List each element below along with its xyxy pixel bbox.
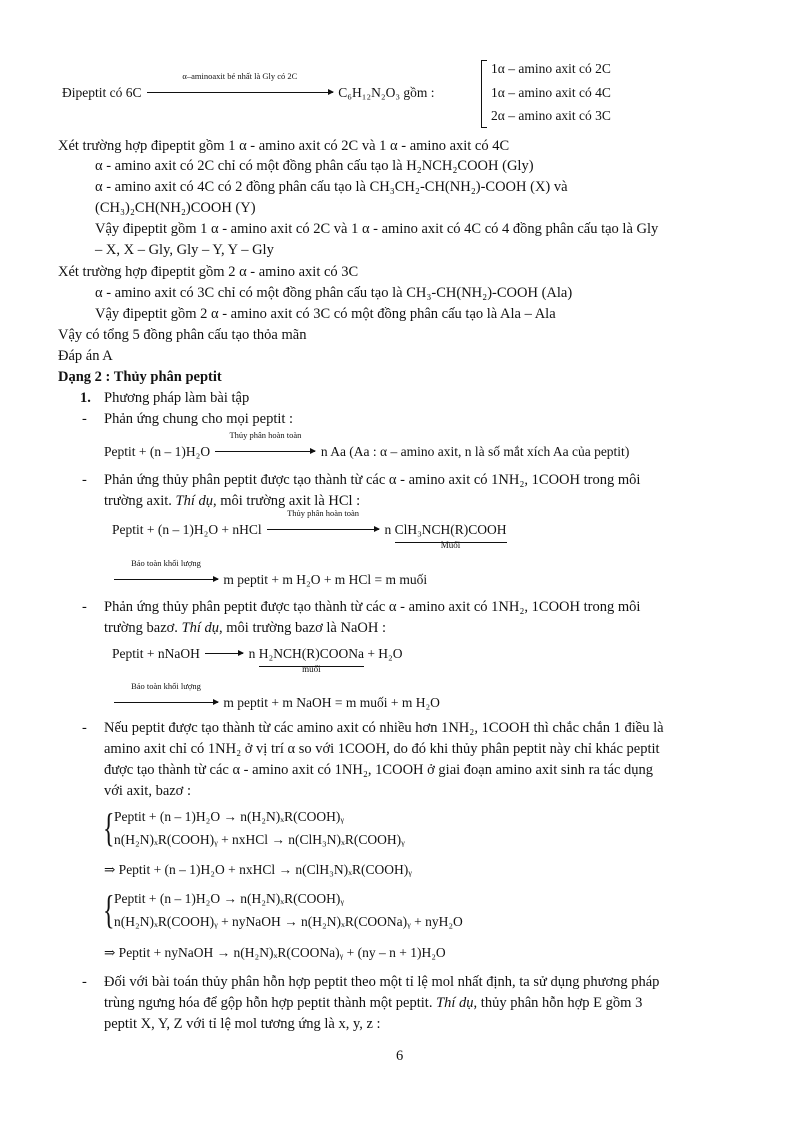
equation-line: Peptit + (n – 1)H₂O → n(H₂N)ₓR(COOH)ᵧ bbox=[114, 809, 345, 824]
text-line: peptit X, Y, Z với tỉ lệ mol tương ứng là x, y, z : bbox=[104, 1016, 381, 1032]
eq-left: Peptit + (n – 1)H₂O bbox=[104, 444, 211, 459]
text-part: trường axit. bbox=[104, 493, 176, 509]
section-heading-text: Dạng 2 : Thủy phân peptit bbox=[58, 369, 222, 385]
eq-right: C₆H₁₂N₂O₃ gồm : bbox=[338, 85, 435, 100]
square-bracket bbox=[481, 60, 487, 128]
bullet-dash: - bbox=[82, 599, 87, 615]
salt-formula: H₂NCH(R)COONa bbox=[258, 646, 364, 661]
equation-acid bbox=[112, 508, 507, 550]
eq-right: m peptit + m NaOH = m muối + m H₂O bbox=[223, 695, 440, 710]
text-line: α - amino axit có 2C chỉ có một đồng phân cấu tạo là H₂NCH₂COOH (Gly) bbox=[95, 158, 534, 174]
text-line: Phản ứng thủy phân peptit được tạo thành từ các α - amino axit có 1NH₂, 1COOH trong môi bbox=[104, 599, 641, 615]
list-item bbox=[80, 388, 91, 408]
text-line: Vậy có tổng 5 đồng phân cấu tạo thỏa mãn bbox=[58, 327, 307, 343]
text-italic: Thí dụ bbox=[181, 620, 220, 636]
salt-formula: ClH₃NCH(R)COOH bbox=[394, 522, 507, 537]
reaction-arrow bbox=[114, 558, 218, 590]
arrow-label: Thủy phân hoàn toàn bbox=[229, 430, 302, 440]
text-line bbox=[104, 993, 642, 1013]
list-number: 1. bbox=[80, 390, 91, 406]
text-italic: Thí dụ bbox=[436, 995, 474, 1011]
underbrace-salt bbox=[258, 644, 364, 674]
eq-left: Đipeptit có 6C bbox=[62, 85, 142, 100]
equation-line: Peptit + (n – 1)H₂O → n(H₂N)ₓR(COOH)ᵧ bbox=[114, 891, 345, 906]
text-part: , thủy phân hỗn hợp E gồm 3 bbox=[473, 995, 643, 1011]
eq-left: Peptit + (n – 1)H₂O + nHCl bbox=[112, 522, 262, 537]
text-line: Nếu peptit được tạo thành từ các amino axit có nhiều hơn 1NH₂, 1COOH thì chắc chắn 1 điều là bbox=[104, 720, 664, 736]
bracket-item-3: 2α – amino axit có 3C bbox=[491, 108, 611, 123]
text-line: Đối với bài toán thủy phân hỗn hợp peptit theo một tỉ lệ mol nhất định, ta sử dụng phương pháp bbox=[104, 974, 660, 990]
text-line: amino axit chỉ có 1NH₂ ở vị trí α so với 1COOH, do đó khi thủy phân peptit này chỉ khác peptit bbox=[104, 741, 660, 757]
bracket-item-1: 1α – amino axit có 2C bbox=[491, 61, 611, 76]
eq-left: Peptit + nNaOH bbox=[112, 646, 200, 661]
reaction-arrow bbox=[147, 71, 333, 103]
reaction-arrow bbox=[267, 508, 379, 540]
eq-coef: n bbox=[384, 522, 392, 537]
page-number: 6 bbox=[396, 1048, 404, 1064]
section-heading bbox=[58, 367, 222, 387]
arrow-label: Thủy phân hoàn toàn bbox=[287, 508, 360, 518]
arrow-label: Bảo toàn khối lượng bbox=[131, 681, 201, 691]
text-line: Xét trường hợp đipeptit gồm 2 α - amino axit có 3C bbox=[58, 264, 359, 280]
reaction-arrow bbox=[215, 430, 315, 462]
curly-brace: { bbox=[103, 887, 115, 932]
equation-line: ⇒ Peptit + nyNaOH → n(H₂N)ₓR(COONa)ᵧ + (ny – n + 1)H₂O bbox=[104, 945, 446, 960]
underbrace-label: Muối bbox=[440, 540, 461, 550]
bullet-dash: - bbox=[82, 411, 87, 427]
text-line: α - amino axit có 4C có 2 đồng phân cấu tạo là CH₃CH₂-CH(NH₂)-COOH (X) và bbox=[95, 179, 568, 195]
text-line: α - amino axit có 3C chỉ có một đồng phân cấu tạo là CH₃-CH(NH₂)-COOH (Ala) bbox=[95, 285, 573, 301]
arrow-label: α–aminoaxit bé nhất là Gly có 2C bbox=[182, 71, 298, 81]
underbrace-label: muối bbox=[302, 664, 321, 674]
equation-base bbox=[112, 644, 403, 674]
equation-line: ⇒ Peptit + (n – 1)H₂O + nxHCl → n(ClH₃N)ₓR(COOH)ᵧ bbox=[104, 862, 412, 877]
text-part: , môi trường axit là HCl : bbox=[212, 493, 361, 509]
equation-dipeptit bbox=[62, 71, 435, 103]
equation-mass-acid bbox=[112, 558, 428, 590]
equation-line: n(H₂N)ₓR(COOH)ᵧ + nyNaOH → n(H₂N)ₓR(COONa)ᵧ + nyH₂O bbox=[114, 914, 463, 929]
underbrace-salt bbox=[394, 520, 507, 550]
bullet-dash: - bbox=[82, 720, 87, 736]
answer-line: Đáp án A bbox=[58, 348, 113, 364]
text-line: – X, X – Gly, Gly – Y, Y – Gly bbox=[95, 242, 274, 258]
eq-coef: n bbox=[248, 646, 256, 661]
list-item-text: Phương pháp làm bài tập bbox=[104, 390, 250, 406]
text-italic: Thí dụ bbox=[175, 493, 213, 509]
eq-right: n Aa (Aa : α – amino axit, n là số mắt xích Aa của peptit) bbox=[320, 444, 630, 459]
equation-mass-base bbox=[112, 681, 440, 713]
equation-line: n(H₂N)ₓR(COOH)ᵧ + nxHCl → n(ClH₃N)ₓR(COOH)ᵧ bbox=[114, 832, 405, 847]
reaction-arrow bbox=[114, 681, 218, 713]
reaction-arrow bbox=[205, 644, 243, 664]
equation-general bbox=[104, 430, 630, 462]
eq-right: m peptit + m H₂O + m HCl = m muối bbox=[223, 572, 428, 587]
text-part: , môi trường bazơ là NaOH : bbox=[219, 620, 386, 636]
text-line: Vậy đipeptit gồm 1 α - amino axit có 2C và 1 α - amino axit có 4C có 4 đồng phân cấu tạo là Gly bbox=[95, 221, 659, 237]
bullet-dash: - bbox=[82, 974, 87, 990]
text-part: trùng ngưng hóa để gộp hỗn hợp peptit thành một peptit. bbox=[104, 995, 437, 1011]
text-line: được tạo thành từ các α - amino axit có 1NH₂, 1COOH ở giai đoạn amino axit sinh ra tác dụng bbox=[104, 762, 654, 778]
text-line: (CH₃)₂CH(NH₂)COOH (Y) bbox=[95, 200, 256, 216]
text-line: Vậy đipeptit gồm 2 α - amino axit có 3C có một đồng phân cấu tạo là Ala – Ala bbox=[95, 306, 556, 322]
text-line: Xét trường hợp đipeptit gồm 1 α - amino axit có 2C và 1 α - amino axit có 4C bbox=[58, 138, 510, 154]
text-line: với axit, bazơ : bbox=[104, 783, 192, 799]
bullet-dash: - bbox=[82, 472, 87, 488]
text-line bbox=[104, 618, 386, 638]
text-line: Phản ứng thủy phân peptit được tạo thành từ các α - amino axit có 1NH₂, 1COOH trong môi bbox=[104, 472, 641, 488]
text-part: trường bazơ. bbox=[104, 620, 182, 636]
arrow-label: Bảo toàn khối lượng bbox=[131, 558, 201, 568]
eq-right: + H₂O bbox=[367, 646, 403, 661]
text-line: Phản ứng chung cho mọi peptit : bbox=[104, 411, 294, 427]
curly-brace: { bbox=[103, 805, 115, 850]
bracket-item-2: 1α – amino axit có 4C bbox=[491, 85, 611, 100]
